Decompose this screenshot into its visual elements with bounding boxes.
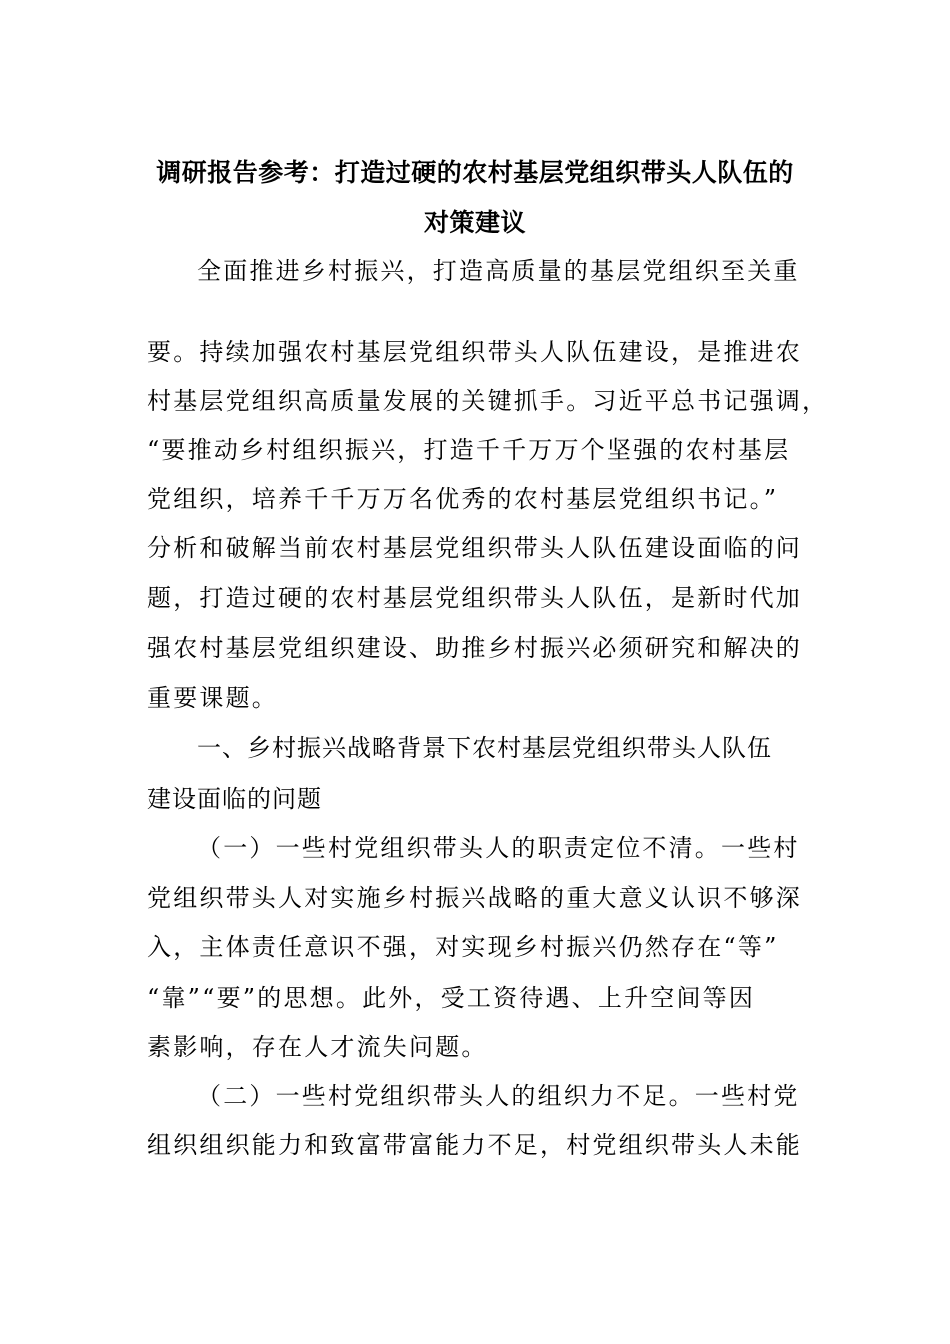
intro-line-4: “要推动乡村组织振兴，打造千千万万个坚强的农村基层 [147, 436, 791, 464]
intro-line-1: 全面推进乡村振兴，打造高质量的基层党组织至关重 [197, 257, 800, 285]
title-line-1: 调研报告参考：打造过硬的农村基层党组织带头人队伍的 [156, 158, 794, 187]
intro-line-9: 重要课题。 [147, 684, 278, 712]
title-line-2: 对策建议 [423, 208, 526, 237]
subsection-1-line-5: 素影响，存在人才流失问题。 [147, 1033, 488, 1061]
section-1-heading-line-2: 建设面临的问题 [147, 785, 322, 813]
intro-line-8: 强农村基层党组织建设、助推乡村振兴必须研究和解决的 [147, 634, 802, 662]
subsection-1-line-4: “靠”“要”的思想。此外，受工资待遇、上升空间等因 [147, 984, 756, 1012]
subsection-1-line-2: 党组织带头人对实施乡村振兴战略的重大意义认识不够深 [147, 884, 802, 912]
document-title [120, 148, 830, 248]
subsection-1-line-1: （一）一些村党组织带头人的职责定位不清。一些村 [197, 834, 800, 862]
subsection-2-line-1: （二）一些村党组织带头人的组织力不足。一些村党 [197, 1082, 800, 1110]
intro-line-5: 党组织，培养千千万万名优秀的农村基层党组织书记。” [147, 485, 779, 513]
section-1-heading-line-1: 一、乡村振兴战略背景下农村基层党组织带头人队伍 [197, 734, 772, 762]
subsection-2-line-2: 组织组织能力和致富带富能力不足，村党组织带头人未能 [147, 1131, 802, 1159]
intro-line-3: 村基层党组织高质量发展的关键抓手。习近平总书记强调， [147, 387, 829, 415]
intro-line-7: 题，打造过硬的农村基层党组织带头人队伍，是新时代加 [147, 584, 802, 612]
intro-line-6: 分析和破解当前农村基层党组织带头人队伍建设面临的问 [147, 534, 802, 562]
intro-line-2: 要。持续加强农村基层党组织带头人队伍建设，是推进农 [147, 338, 802, 366]
subsection-1-line-3: 入，主体责任意识不强，对实现乡村振兴仍然存在“等” [147, 933, 779, 961]
